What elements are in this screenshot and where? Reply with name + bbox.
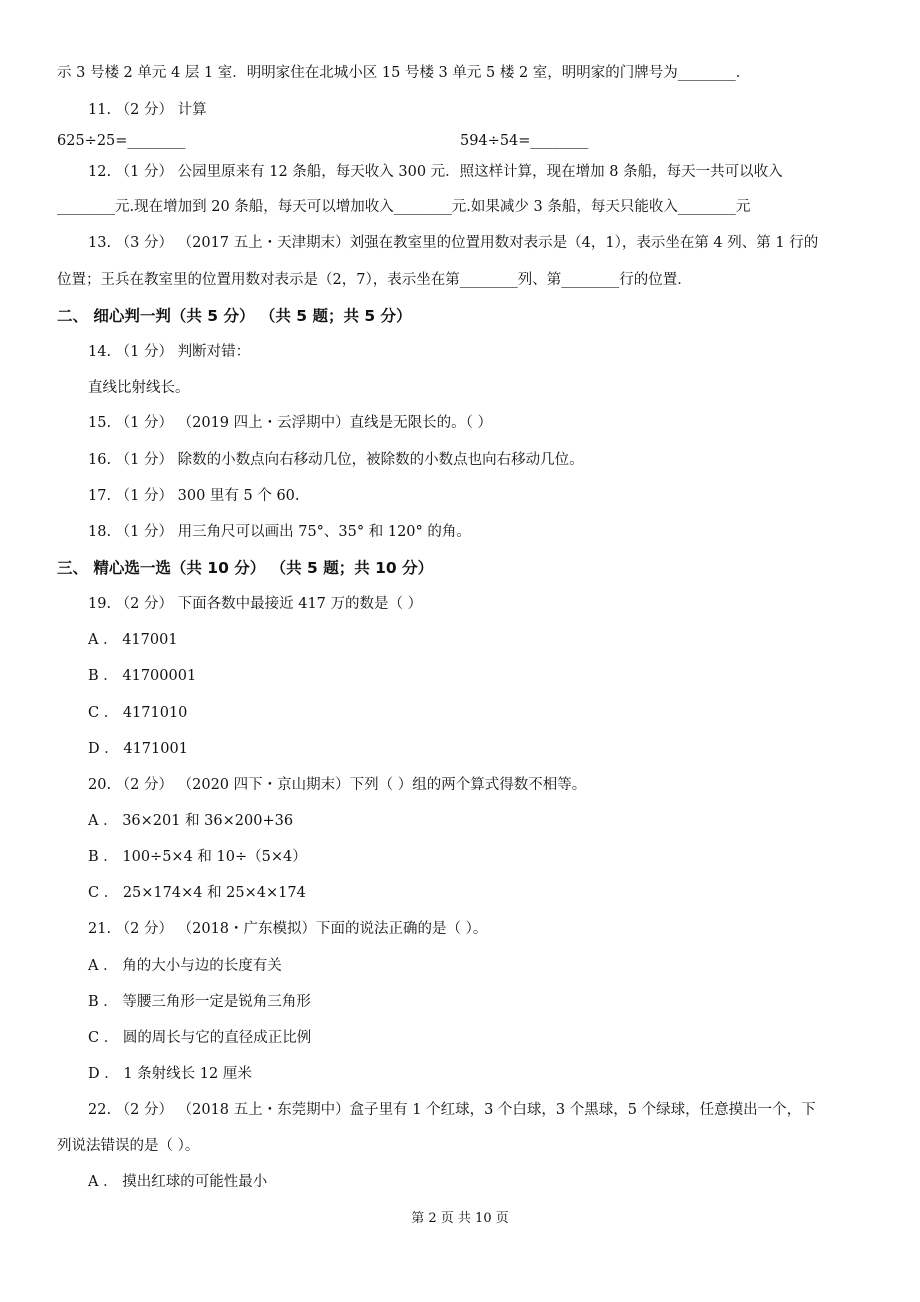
question-16: 16. （1 分） 除数的小数点向右移动几位，被除数的小数点也向右移动几位。 — [88, 452, 584, 468]
section-2-heading: 二、 细心判一判（共 5 分） （共 5 题；共 5 分） — [57, 307, 412, 325]
question-17: 17. （1 分） 300 里有 5 个 60. — [88, 488, 300, 504]
question-10-continued: 示 3 号楼 2 单元 4 层 1 室．明明家住在北城小区 15 号楼 3 单元 5 楼 2 室，明明家的门牌号为________． — [57, 65, 751, 81]
question-22-line-1: 22. （2 分） （2018 五上・东莞期中）盒子里有 1 个红球，3 个白球，3 个黑球，5 个绿球，任意摸出一个，下 — [88, 1102, 816, 1118]
question-11-part-b: 594÷54=________ — [460, 133, 589, 149]
page-footer: 第 2 页 共 10 页 — [411, 1211, 509, 1226]
question-21-option-b: B ． 等腰三角形一定是锐角三角形 — [88, 994, 311, 1010]
question-18: 18. （1 分） 用三角尺可以画出 75°、35° 和 120° 的角。 — [88, 524, 471, 540]
question-12-line-1: 12. （1 分） 公园里原来有 12 条船，每天收入 300 元．照这样计算，现在增加 8 条船，每天一共可以收入 — [88, 164, 783, 180]
section-3-heading: 三、 精心选一选（共 10 分） （共 5 题；共 10 分） — [57, 559, 434, 577]
question-20-option-c: C ． 25×174×4 和 25×4×174 — [88, 885, 306, 901]
question-20-option-b: B ． 100÷5×4 和 10÷（5×4） — [88, 849, 307, 865]
question-20: 20. （2 分） （2020 四下・京山期末）下列（ ）组的两个算式得数不相等。 — [88, 777, 587, 793]
question-19-option-a: A ． 417001 — [88, 632, 178, 648]
question-12-line-2: ________元.现在增加到 20 条船，每天可以增加收入________元.如果减少 3 条船，每天只能收入________元 — [57, 199, 751, 215]
question-22-line-2: 列说法错误的是（ ）。 — [57, 1138, 200, 1154]
question-19-option-c: C ． 4171010 — [88, 705, 188, 721]
question-20-option-a: A ． 36×201 和 36×200+36 — [88, 813, 294, 829]
question-13-line-1: 13. （3 分） （2017 五上・天津期末）刘强在教室里的位置用数对表示是（4，1），表示坐在第 4 列、第 1 行的 — [88, 235, 819, 251]
question-11-part-a: 625÷25=________ — [57, 133, 186, 149]
question-14: 14. （1 分） 判断对错： — [88, 344, 251, 360]
question-22-option-a: A ． 摸出红球的可能性最小 — [88, 1174, 268, 1190]
question-13-line-2: 位置；王兵在教室里的位置用数对表示是（2，7），表示坐在第________列、第________行的位置． — [57, 272, 692, 288]
question-19: 19. （2 分） 下面各数中最接近 417 万的数是（ ） — [88, 596, 423, 612]
question-14-statement: 直线比射线长。 — [88, 380, 190, 396]
question-21-option-d: D ． 1 条射线长 12 厘米 — [88, 1066, 252, 1082]
question-19-option-b: B ． 41700001 — [88, 668, 197, 684]
question-21: 21. （2 分） （2018・广东模拟）下面的说法正确的是（ ）。 — [88, 921, 488, 937]
question-21-option-a: A ． 角的大小与边的长度有关 — [88, 958, 282, 974]
question-21-option-c: C ． 圆的周长与它的直径成正比例 — [88, 1030, 312, 1046]
question-19-option-d: D ． 4171001 — [88, 741, 188, 757]
question-11: 11. （2 分） 计算 — [88, 102, 207, 118]
question-15: 15. （1 分） （2019 四上・云浮期中）直线是无限长的。（ ） — [88, 415, 492, 431]
